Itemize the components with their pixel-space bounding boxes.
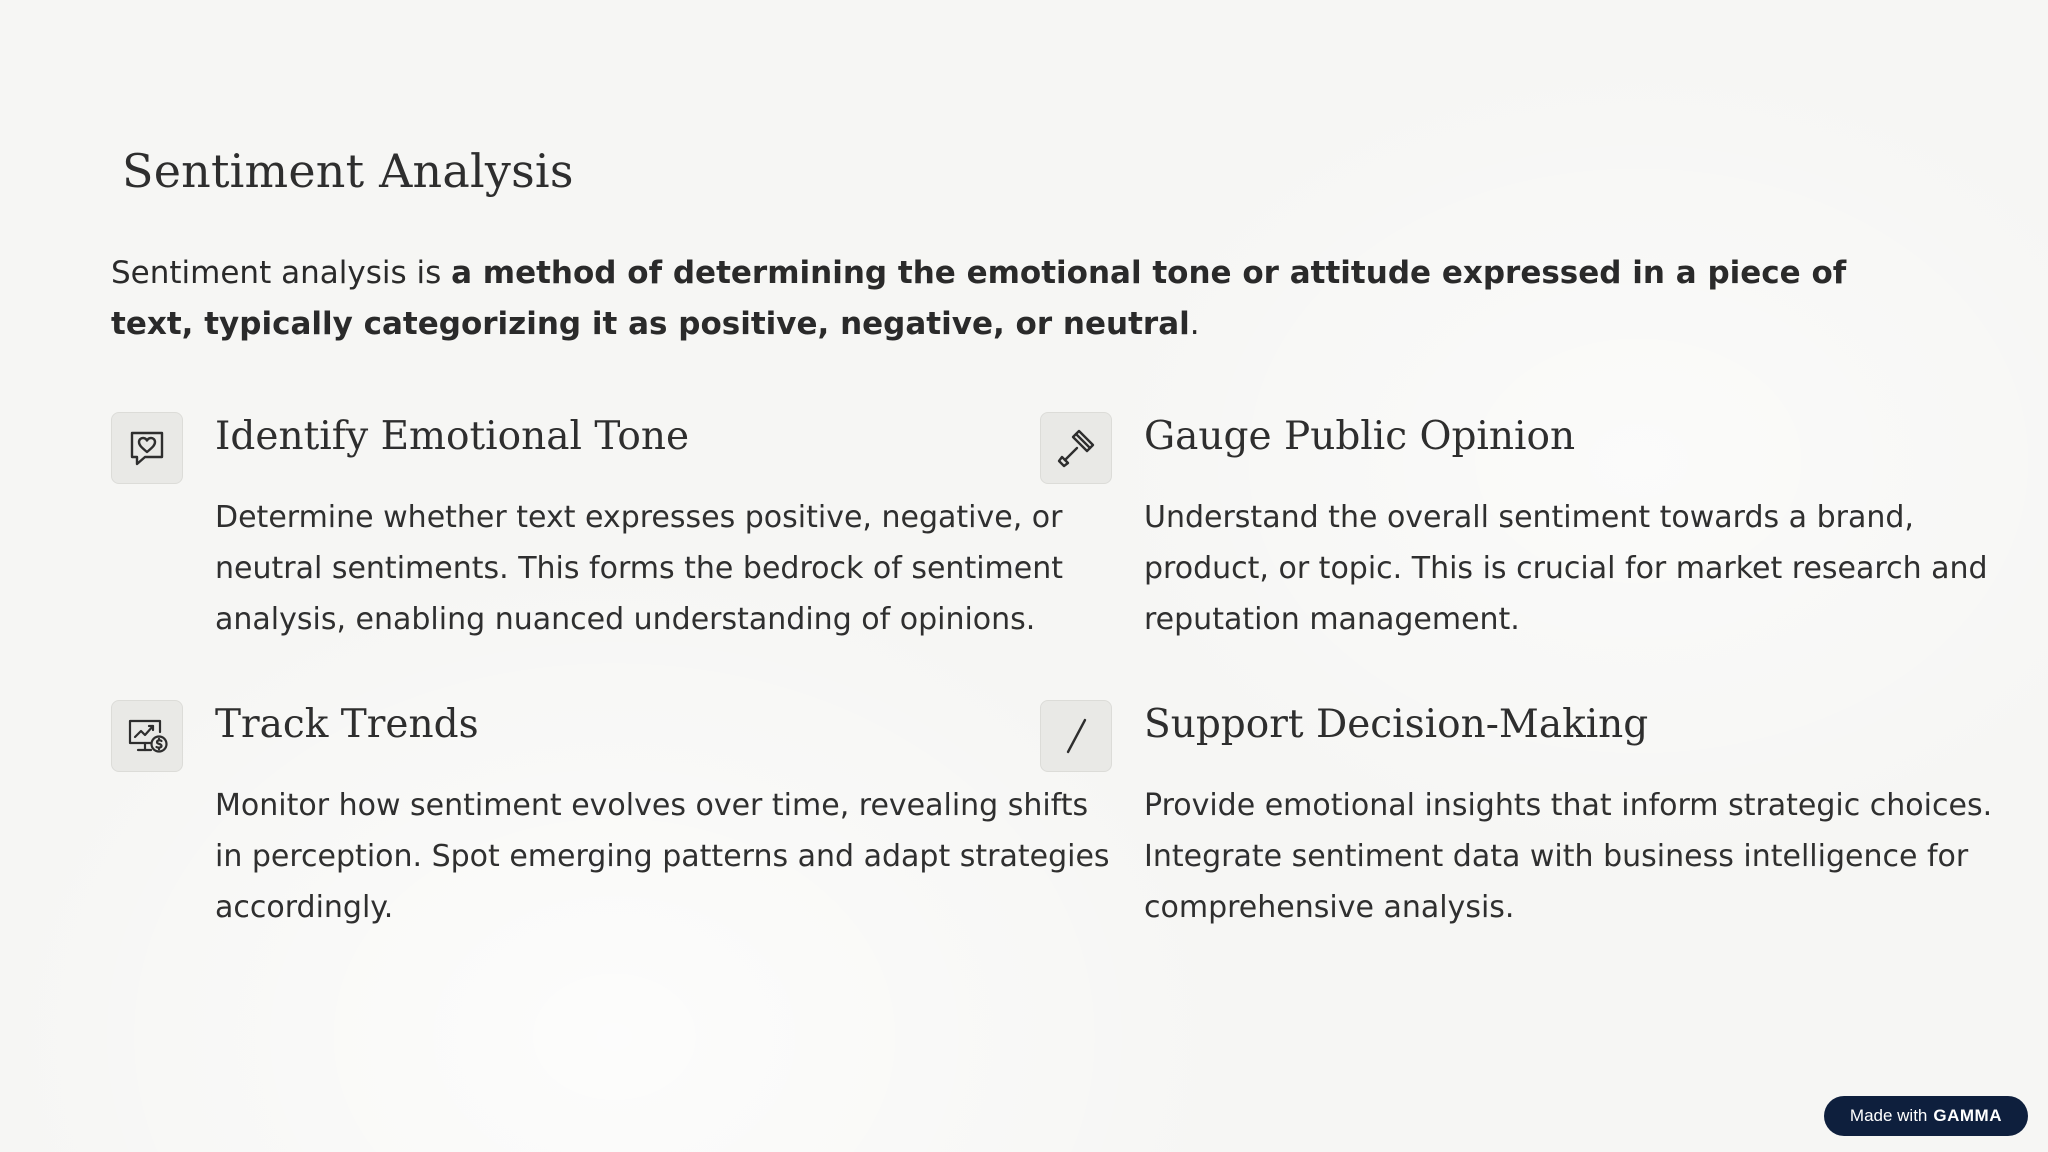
feature-title: Gauge Public Opinion (1144, 414, 1576, 459)
feature-description: Understand the overall sentiment towards a brand, product, or topic. This is crucial for market research and reputation management. (1144, 500, 1988, 637)
intro-prefix: Sentiment analysis is (111, 255, 452, 291)
feature-description: Determine whether text expresses positive, negative, or neutral sentiments. This forms the bedrock of sentiment analysis, enabling nuanced understanding of opinions. (215, 500, 1063, 637)
feature-title: Track Trends (215, 702, 479, 747)
slide-title: Sentiment Analysis (122, 144, 574, 198)
gavel-icon (1040, 412, 1112, 484)
slash-icon (1040, 700, 1112, 772)
intro-definition: a method of determining the emotional tone or attitude expressed in a piece of text, typically categorizing it as positive, negative, or neutral (111, 255, 1847, 342)
intro-paragraph (111, 248, 1911, 350)
badge-prefix: Made with (1849, 1106, 1928, 1125)
made-with-gamma-badge[interactable] (1824, 1096, 2028, 1136)
intro-suffix: . (1189, 306, 1200, 342)
feature-title: Identify Emotional Tone (215, 414, 690, 459)
feature-description: Provide emotional insights that inform strategic choices. Integrate sentiment data with business intelligence for comprehensive analysis. (1144, 788, 1993, 925)
chart-dollar-icon (111, 700, 183, 772)
gamma-logo-text: GAMMA (1933, 1106, 2002, 1125)
feature-description: Monitor how sentiment evolves over time, revealing shifts in perception. Spot emerging patterns and adapt strategies accordingly. (215, 788, 1110, 925)
heart-chat-icon (111, 412, 183, 484)
feature-title: Support Decision-Making (1144, 702, 1649, 747)
